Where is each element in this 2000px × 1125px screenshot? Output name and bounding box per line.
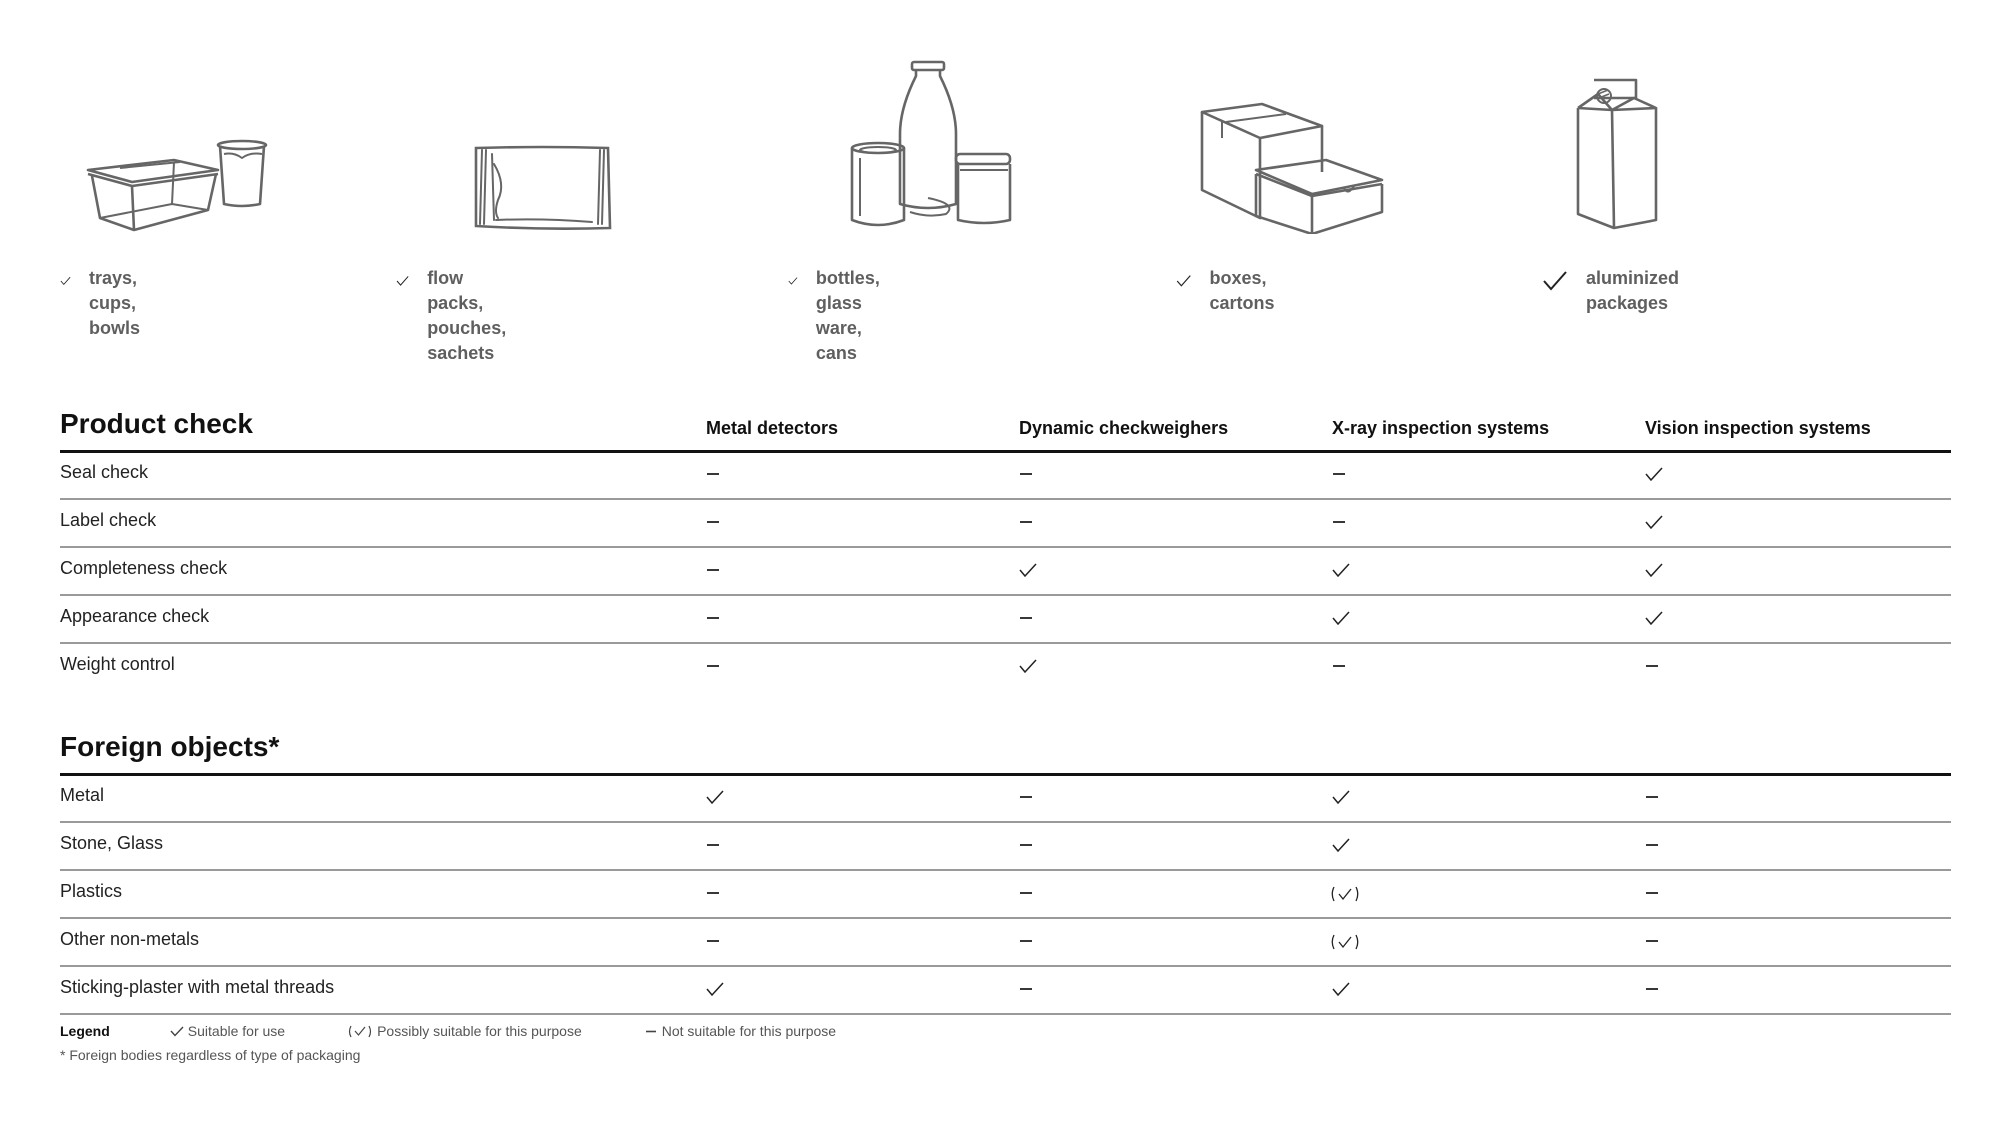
- cell-mark-no: [1019, 982, 1037, 996]
- legend-suitable-text: Suitable for use: [187, 1023, 286, 1039]
- dash-icon: [706, 563, 720, 577]
- cell-mark-no: [1019, 790, 1037, 804]
- legend-not-suitable: [644, 1023, 836, 1039]
- section-title-product-check: Product check: [60, 408, 253, 439]
- row-label: Appearance check: [60, 606, 210, 626]
- dash-icon: [706, 611, 720, 625]
- cell-mark-yes: [1019, 659, 1037, 673]
- checkmark-icon: [788, 270, 798, 292]
- row-divider: [60, 546, 1951, 548]
- column-header-xray: X-ray inspection systems: [1332, 418, 1550, 438]
- checkmark-icon: [1645, 611, 1663, 625]
- dash-icon: [1019, 611, 1033, 625]
- checkmark-icon: [396, 270, 409, 292]
- dash-icon: [1019, 838, 1033, 852]
- cell-mark-yes: [1645, 563, 1663, 577]
- cell-mark-no: [1019, 934, 1037, 948]
- cell-mark-no: [706, 934, 724, 948]
- row-divider: [60, 1013, 1951, 1015]
- cell-mark-no: [1645, 934, 1663, 948]
- bottles-cans-icon: [850, 58, 1030, 230]
- row-label: Label check: [60, 510, 157, 530]
- pack-label: aluminized: [1586, 268, 1680, 288]
- legend-not-suitable-text: Not suitable for this purpose: [661, 1023, 837, 1039]
- dash-icon: [1332, 467, 1346, 481]
- pack-label: flow packs, pouches,: [427, 268, 507, 338]
- cell-mark-yes: [1645, 467, 1663, 481]
- dash-icon: [1019, 467, 1033, 481]
- flow-pack-icon: [472, 144, 612, 230]
- dash-icon: [1645, 982, 1659, 996]
- dash-icon: [706, 515, 720, 529]
- row-divider: [60, 594, 1951, 596]
- pack-boxes-caption: [1176, 266, 1285, 316]
- cell-mark-no: [1019, 611, 1037, 625]
- checkmark-icon: [1332, 982, 1350, 996]
- row-label: Sticking-plaster with metal threads: [60, 977, 335, 997]
- cell-mark-no: [1332, 515, 1350, 529]
- dash-icon: [1019, 790, 1033, 804]
- dash-icon: [706, 467, 720, 481]
- dash-icon: [1332, 515, 1346, 529]
- cell-mark-no: [706, 886, 724, 900]
- cell-mark-yes: [1332, 838, 1350, 852]
- legend-title: Legend: [60, 1023, 110, 1039]
- legend-possibly: [347, 1023, 582, 1039]
- checkmark-icon: [1645, 467, 1663, 481]
- pack-label: bottles, glass ware, cans: [815, 268, 880, 363]
- checkmark-icon: [706, 982, 724, 996]
- cell-mark-yes: [1332, 611, 1350, 625]
- dash-icon: [1019, 934, 1033, 948]
- pack-label: sachets: [427, 343, 495, 363]
- cell-mark-no: [1332, 467, 1350, 481]
- checkmark-icon: [1542, 270, 1568, 292]
- cell-mark-no: [1019, 838, 1037, 852]
- row-divider: [60, 642, 1951, 644]
- cell-mark-no: [1645, 886, 1663, 900]
- cell-mark-possibly: [1330, 886, 1360, 900]
- dash-icon: [1019, 515, 1033, 529]
- checkmark-icon: [1332, 611, 1350, 625]
- column-header-checkweighers: Dynamic checkweighers: [1019, 418, 1229, 438]
- pack-bottles-caption: [788, 266, 896, 366]
- dash-icon: [706, 659, 720, 673]
- pack-trays-caption: [60, 266, 155, 341]
- cell-mark-no: [706, 563, 724, 577]
- row-divider: [60, 917, 1951, 919]
- boxes-cartons-icon: [1196, 100, 1386, 234]
- pack-aluminized-caption: [1542, 266, 1679, 316]
- row-label: Weight control: [60, 654, 175, 674]
- dash-icon: [706, 886, 720, 900]
- pack-label: boxes, cartons: [1209, 268, 1275, 313]
- row-divider: [60, 965, 1951, 967]
- dash-icon: [1019, 982, 1033, 996]
- cell-mark-no: [1645, 982, 1663, 996]
- dash-icon: [1645, 934, 1659, 948]
- cell-mark-no: [706, 659, 724, 673]
- dash-icon: [644, 1026, 658, 1037]
- footnote: * Foreign bodies regardless of type of packaging: [60, 1047, 361, 1063]
- cell-mark-no: [1645, 838, 1663, 852]
- cell-mark-no: [1645, 790, 1663, 804]
- cell-mark-yes: [1645, 611, 1663, 625]
- pack-flow-caption: [396, 266, 519, 366]
- cell-mark-no: [706, 611, 724, 625]
- dash-icon: [1645, 790, 1659, 804]
- row-label: Metal: [60, 785, 105, 805]
- row-label: Other non-metals: [60, 929, 200, 949]
- pack-label: trays, cups, bowls: [89, 268, 141, 338]
- possibly-check-icon: [1330, 886, 1360, 902]
- possibly-check-icon: [1330, 934, 1360, 950]
- column-header-metal-detectors: Metal detectors: [706, 418, 839, 438]
- checkmark-icon: [1332, 838, 1350, 852]
- checkmark-icon: [1645, 563, 1663, 577]
- cell-mark-no: [706, 515, 724, 529]
- checkmark-icon: [1019, 659, 1037, 673]
- cell-mark-no: [706, 838, 724, 852]
- checkmark-icon: [170, 1026, 184, 1037]
- header-rule: [60, 450, 1951, 453]
- checkmark-icon: [1645, 515, 1663, 529]
- row-divider: [60, 869, 1951, 871]
- cell-mark-yes: [1645, 515, 1663, 529]
- section-title-foreign-objects: Foreign objects*: [60, 731, 280, 762]
- dash-icon: [1019, 886, 1033, 900]
- dash-icon: [1645, 886, 1659, 900]
- checkmark-icon: [1332, 563, 1350, 577]
- row-label: Plastics: [60, 881, 123, 901]
- dash-icon: [1332, 659, 1346, 673]
- cell-mark-yes: [706, 982, 724, 996]
- dash-icon: [706, 934, 720, 948]
- dash-icon: [1645, 659, 1659, 673]
- cell-mark-yes: [706, 790, 724, 804]
- cell-mark-yes: [1332, 790, 1350, 804]
- checkmark-icon: [706, 790, 724, 804]
- milk-carton-icon: [1572, 74, 1664, 234]
- cell-mark-yes: [1019, 563, 1037, 577]
- cell-mark-possibly: [1330, 934, 1360, 948]
- legend: [60, 1023, 898, 1039]
- legend-possibly-text: Possibly suitable for this purpose: [377, 1023, 582, 1039]
- checkmark-icon: [60, 270, 71, 292]
- cell-mark-no: [1332, 659, 1350, 673]
- possibly-check-icon: [347, 1025, 373, 1038]
- checkmark-icon: [1332, 790, 1350, 804]
- dash-icon: [1645, 838, 1659, 852]
- row-label: Stone, Glass: [60, 833, 164, 853]
- cell-mark-no: [706, 467, 724, 481]
- cell-mark-no: [1019, 886, 1037, 900]
- column-header-vision: Vision inspection systems: [1645, 418, 1871, 438]
- cell-mark-no: [1645, 659, 1663, 673]
- row-label: Completeness check: [60, 558, 228, 578]
- pack-label: packages: [1586, 293, 1669, 313]
- cell-mark-yes: [1332, 563, 1350, 577]
- legend-suitable: [170, 1023, 285, 1039]
- row-divider: [60, 498, 1951, 500]
- trays-cups-icon: [84, 138, 274, 234]
- checkmark-icon: [1019, 563, 1037, 577]
- dash-icon: [706, 838, 720, 852]
- header-rule: [60, 773, 1951, 776]
- cell-mark-yes: [1332, 982, 1350, 996]
- row-label: Seal check: [60, 462, 149, 482]
- cell-mark-no: [1019, 515, 1037, 529]
- row-divider: [60, 821, 1951, 823]
- cell-mark-no: [1019, 467, 1037, 481]
- checkmark-icon: [1176, 270, 1191, 292]
